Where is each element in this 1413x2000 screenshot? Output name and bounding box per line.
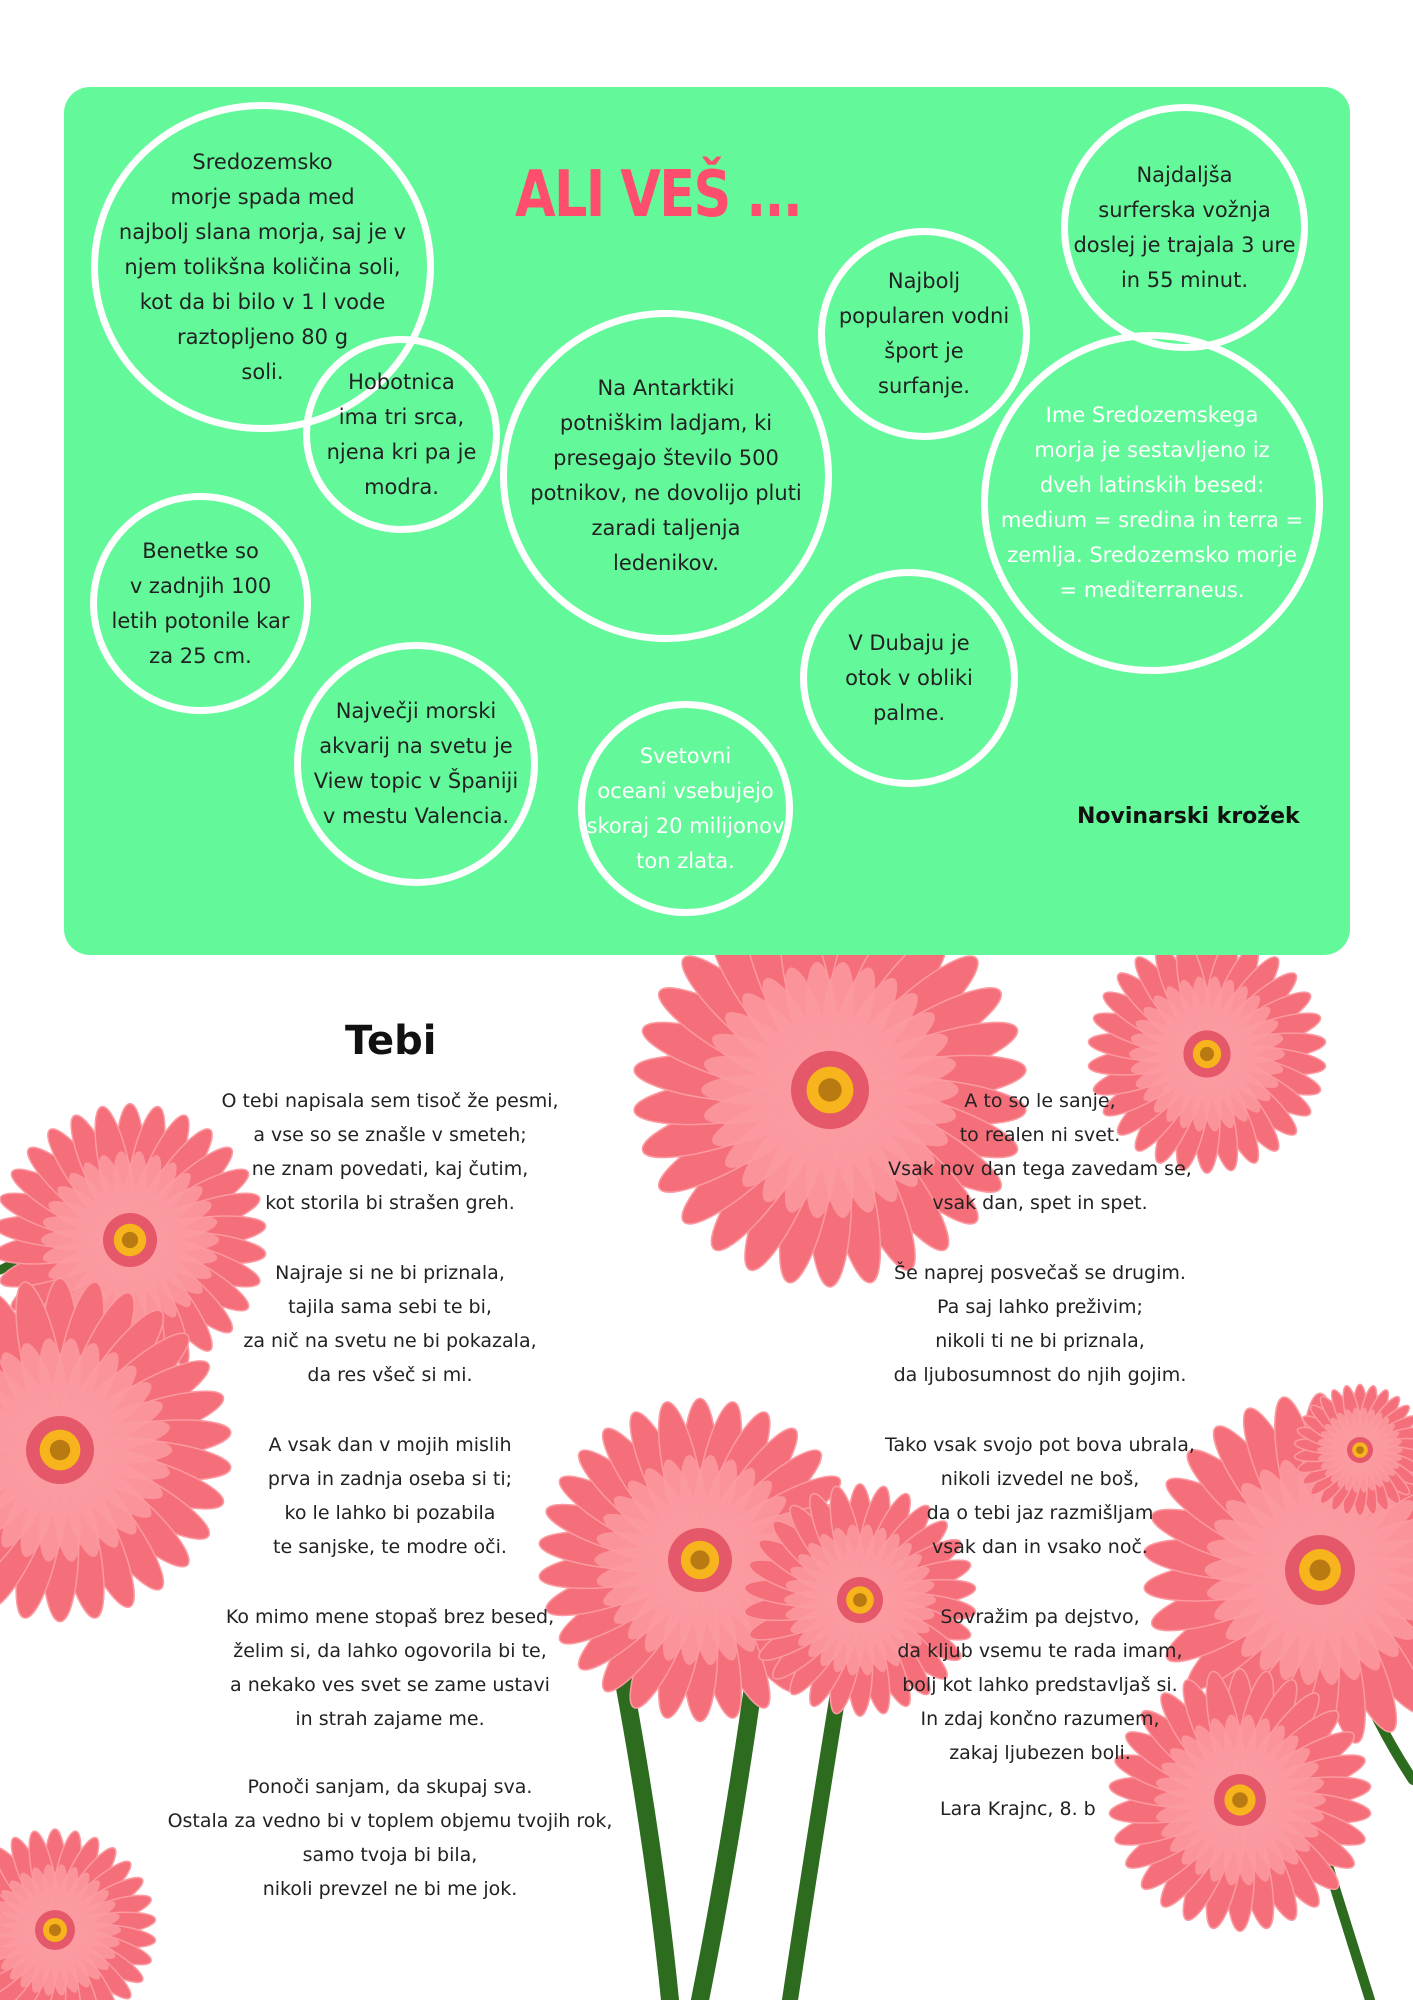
poem-stanza-left-4: Ko mimo mene stopaš brez besed, želim si, da lahko ogovorila bi te, a nekako ves svet se zame ustavi in strah zajame me. [225, 1606, 555, 1730]
poem-author: Lara Krajnc, 8. b [940, 1798, 1096, 1820]
fact-bubble-venice: Benetke so v zadnjih 100 letih potonile kar za 25 cm. [90, 493, 311, 714]
fact-bubble-ocean-gold: Svetovni oceani vsebujejo skoraj 20 milijonov ton zlata. [578, 701, 793, 916]
poem-stanza-left-3: A vsak dan v mojih mislih prva in zadnja oseba si ti; ko le lahko bi pozabila te sanjske, te modre oči. [267, 1434, 513, 1558]
poem-stanza-left-2: Najraje si ne bi priznala, tajila sama sebi te bi, za nič na svetu ne bi pokazala, da res všeč si mi. [243, 1262, 537, 1386]
fact-bubble-aquarium: Največji morski akvarij na svetu je View topic v Španiji v mestu Valencia. [294, 642, 538, 886]
gerbera-flower-bottom-left [0, 1829, 157, 2000]
poem-title: Tebi [345, 1018, 437, 1064]
poem-stanza-right-1: A to so le sanje, to realen ni svet. Vsak nov dan tega zavedam se, vsak dan, spet in spet. [888, 1090, 1192, 1214]
fact-bubble-dubai: V Dubaju je otok v obliki palme. [800, 569, 1018, 787]
panel-title: ALI VEŠ ... [515, 158, 802, 232]
fact-bubble-surfing-popular: Najbolj popularen vodni šport je surfanje. [818, 228, 1030, 440]
fact-bubble-octopus: Hobotnica ima tri srca, njena kri pa je modra. [303, 336, 500, 533]
fact-bubble-sea-salt: Sredozemsko morje spada med najbolj slana morja, saj je v njem tolikšna količina soli, kot da bi bilo v 1 l vode raztopljeno 80 g soli. [91, 102, 434, 432]
fact-bubble-mediterranean-name: Ime Sredozemskega morja je sestavljeno iz dveh latinskih besed: medium = sredina in terra = zemlja. Sredozemsko morje = mediterraneus. [981, 332, 1323, 674]
credit-label: Novinarski krožek [1077, 804, 1300, 829]
poem-stanza-right-3: Tako vsak svojo pot bova ubrala, nikoli izvedel ne boš, da o tebi jaz razmišljam vsak dan in vsako noč. [885, 1434, 1195, 1558]
poem-stanza-right-2: Še naprej posvečaš se drugim. Pa saj lahko preživim; nikoli ti ne bi priznala, da ljubosumnost do njih gojim. [893, 1262, 1187, 1386]
poem-stanza-right-4: Sovražim pa dejstvo, da kljub vsemu te rada imam, bolj kot lahko predstavljaš si. In zdaj končno razumem, zakaj ljubezen boli. [897, 1606, 1183, 1764]
fact-bubble-surfing-record: Najdaljša surferska vožnja doslej je trajala 3 ure in 55 minut. [1061, 104, 1308, 351]
poem-stanza-left-1: O tebi napisala sem tisoč že pesmi, a vse so se znašle v smeteh; ne znam povedati, kaj čutim, kot storila bi strašen greh. [221, 1090, 559, 1214]
poem-stanza-left-5: Ponoči sanjam, da skupaj sva. Ostala za vedno bi v toplem objemu tvojih rok, samo tvoja bi bila, nikoli prevzel ne bi me jok. [167, 1776, 613, 1900]
fact-bubble-antarctica: Na Antarktiki potniškim ladjam, ki presegajo število 500 potnikov, ne dovolijo pluti zaradi taljenja ledenikov. [500, 310, 832, 642]
